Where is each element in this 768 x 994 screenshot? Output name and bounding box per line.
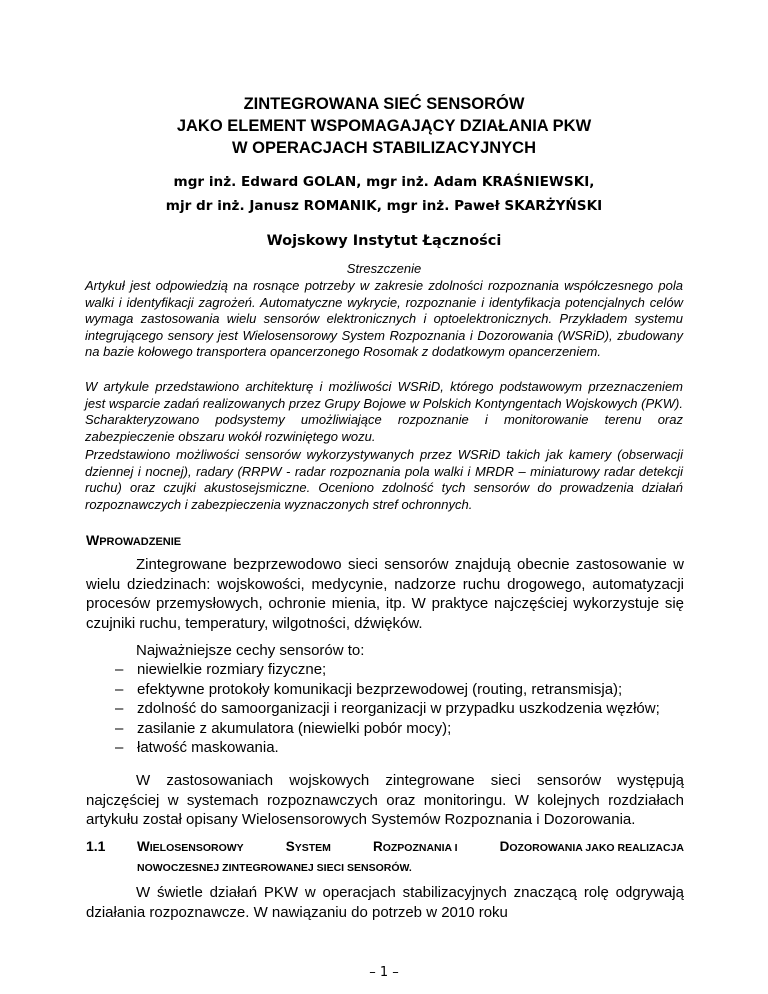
- dash-bullet: –: [115, 739, 124, 756]
- dash-bullet: –: [115, 700, 124, 717]
- list-intro: Najważniejsze cechy sensorów to:: [136, 642, 365, 659]
- intro-paragraph-2: W zastosowaniach wojskowych zintegrowane sieci sensorów występują najczęściej w systemach rozpoznawczych oraz monitoringu. W kolejnych rozdziałach artykułu został opisany Wielosensorowych Systemów Rozpoznania i Dozorowania.: [86, 772, 684, 828]
- list-item: – niewielkie rozmiary fizyczne;: [115, 661, 327, 678]
- subsection-title: [137, 837, 684, 878]
- subsection-paragraph-1: W świetle działań PKW w operacjach stabilizacyjnych znaczącą rolę odgrywają działania rozpoznawcze. W nawiązaniu do potrzeb w 2010 roku: [86, 884, 684, 921]
- subsection-number: 1.1: [86, 838, 106, 854]
- dash-bullet: –: [115, 661, 124, 678]
- page-number: – 1 –: [369, 965, 399, 980]
- subsection-title-line-2: NOWOCZESNEJ ZINTEGROWANEJ SIECI SENSORÓW.: [137, 862, 412, 874]
- dash-bullet: –: [115, 719, 124, 737]
- authors-line-2: mjr dr inż. Janusz ROMANIK, mgr inż. Paweł SKARŻYŃSKI: [165, 198, 603, 214]
- features-list: [86, 660, 684, 758]
- list-item: – zasilanie z akumulatora (niewielki pobór mocy);: [115, 719, 452, 737]
- list-item: – zdolność do samoorganizacji i reorganizacji w przypadku uszkodzenia węzłów;: [115, 700, 660, 717]
- title-line-1: ZINTEGROWANA SIEĆ SENSORÓW: [243, 95, 525, 113]
- affiliation: Wojskowy Instytut Łączności: [266, 233, 502, 249]
- intro-paragraph-1: Zintegrowane bezprzewodowo sieci sensorów znajdują obecnie zastosowanie w wielu dziedzinach: wojskowości, medycynie, nadzorze ruchu drogowego, automatyzacji procesów przemysłowych, ochronie mienia, itp. W praktyce najczęściej wykorzystuje się czujniki ruchu, temperatury, wilgotności, dźwięków.: [86, 556, 684, 632]
- subsection-title-line-1: WIELOSENSOROWY SYSTEM ROZPOZNANIA I DOZOROWANIA JAKO REALIZACJA: [137, 839, 684, 854]
- abstract-paragraph-2: W artykule przedstawiono architekturę i możliwości WSRiD, którego podstawowym przeznaczeniem jest wsparcie zadań realizowanych przez Grupy Bojowe w Polskich Kontyngentach Wojskowych (PKW). Scharakteryzowano podsystemy umożliwiające rozpoznanie i monitorowanie terenu oraz zabezpieczenie obszaru wokół rozwiniętego wozu.: [85, 379, 683, 444]
- list-item: – łatwość maskowania.: [115, 739, 279, 756]
- dash-bullet: –: [115, 680, 124, 698]
- section-heading-intro: [86, 531, 181, 551]
- title-line-2: JAKO ELEMENT WSPOMAGAJĄCY DZIAŁANIA PKW: [176, 117, 592, 135]
- abstract-heading: Streszczenie: [346, 261, 422, 276]
- authors-line-1: mgr inż. Edward GOLAN, mgr inż. Adam KRAŚNIEWSKI,: [173, 174, 595, 190]
- list-item: – efektywne protokoły komunikacji bezprzewodowej (routing, retransmisja);: [115, 680, 623, 698]
- heading-rest: PROWADZENIE: [99, 536, 182, 548]
- title-line-3: W OPERACJACH STABILIZACYJNYCH: [231, 139, 537, 157]
- heading-initial: W: [86, 532, 100, 548]
- abstract-paragraph-3: Przedstawiono możliwości sensorów wykorzystywanych przez WSRiD takich jak kamery (obserwacji dziennej i nocnej), radary (RRPW - radar rozpoznania pola walki i MRDR – miniaturowy radar detekcji ruchu) oraz czujki akustosejsmiczne. Oceniono zdolność tych sensorów do prowadzenia działań rozpoznawczych i zabezpieczenia wyznaczonych stref ochronnych.: [85, 447, 683, 512]
- abstract-paragraph-1: Artykuł jest odpowiedzią na rosnące potrzeby w zakresie zdolności rozpoznania współczesnego pola walki i identyfikacji zagrożeń. Automatyczne wykrycie, rozpoznanie i identyfikacja potencjalnych celów wymaga zastosowania wielu sensorów elektronicznych i optoelektronicznych. Przykładem systemu integrującego sensory jest Wielosensorowy System Rozpoznania i Dozorowania (WSRiD), zbudowany na bazie kołowego transportera opancerzonego Rosomak z dodatkowym opancerzeniem.: [85, 278, 683, 360]
